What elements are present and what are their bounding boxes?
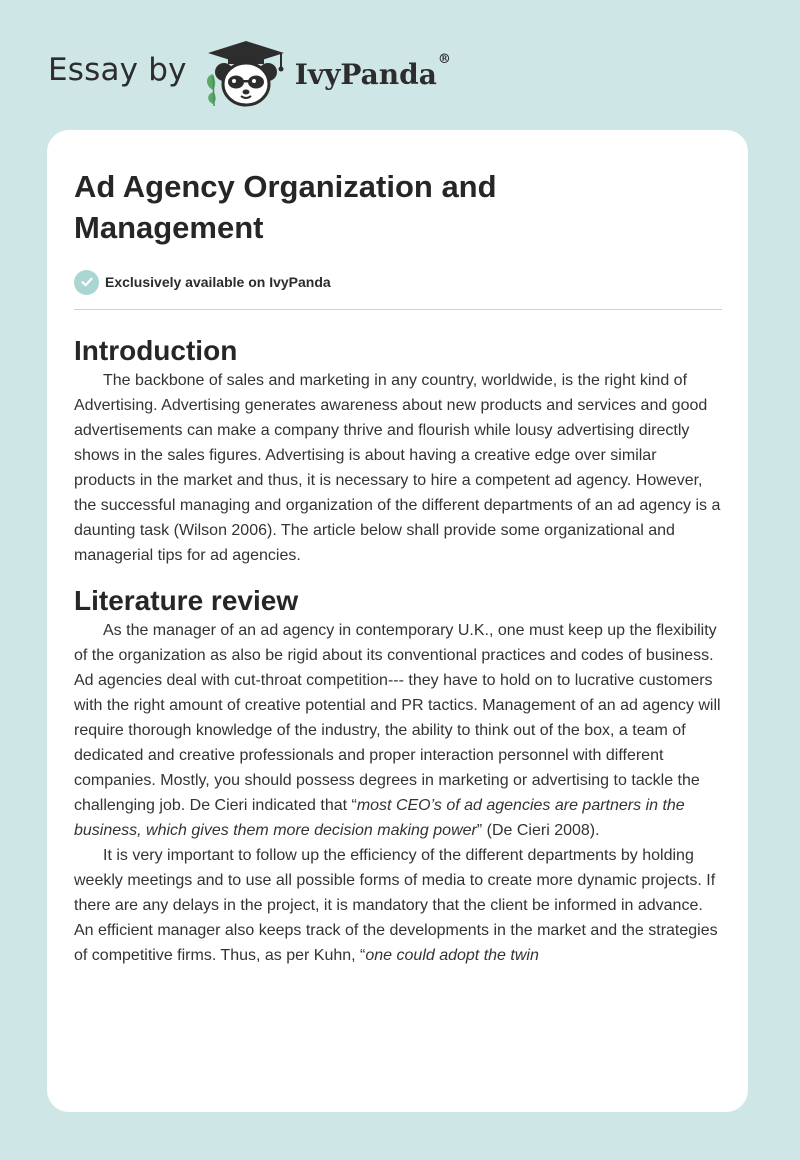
brand-name-text: IvyPanda bbox=[294, 57, 437, 91]
quote-text: one could adopt the twin bbox=[365, 947, 539, 964]
site-header-brand[interactable] bbox=[48, 38, 451, 108]
brand-prefix: Essay by bbox=[48, 52, 187, 88]
check-circle-icon bbox=[74, 270, 99, 295]
paragraph-text: It is very important to follow up the efficiency of the different departments by holding weekly meetings and to use all possible forms of media to create more dynamic projects. If there are any delays in the project, it is mandatory that the client be informed in advance. An efficient manager also keeps track of the developments in the market and the strategies of competitive firms. Thus, as per Kuhn, “ bbox=[74, 847, 718, 964]
section-heading-introduction: Introduction bbox=[74, 335, 238, 366]
quote-text: most CEO’s of ad agencies are partners in the business, which gives them more decision making power bbox=[74, 797, 685, 839]
paragraph-text: ” (De Cieri 2008). bbox=[476, 822, 600, 839]
intro-paragraph: The backbone of sales and marketing in any country, worldwide, is the right kind of Advertising. Advertising generates awareness about new products and services and good advertisements can make a company thrive and flourish while lousy advertising directly shows in the sales figures. Advertising is about having a creative edge over similar products in the market and thus, it is necessary to hire a competent ad agency. However, the successful managing and organization of the different departments of an ad agency is a daunting task (Wilson 2006). The article below shall provide some organizational and managerial tips for ad agencies. bbox=[74, 372, 721, 564]
literature-paragraph-2 bbox=[74, 843, 722, 968]
exclusive-badge bbox=[74, 269, 722, 295]
essay-title: Ad Agency Organization and Management bbox=[74, 169, 497, 245]
title-divider bbox=[74, 309, 722, 310]
brand-name bbox=[294, 51, 451, 91]
panda-logo-icon bbox=[201, 38, 291, 108]
exclusive-label: Exclusively available on IvyPanda bbox=[105, 274, 331, 290]
registered-mark: ® bbox=[437, 51, 451, 67]
literature-paragraph-1 bbox=[74, 618, 722, 843]
section-heading-literature-review: Literature review bbox=[74, 585, 299, 616]
essay-card bbox=[47, 130, 748, 1112]
paragraph-text: As the manager of an ad agency in contemporary U.K., one must keep up the flexibility of the organization as also be rigid about its conventional practices and codes of business. Ad agencies deal with cut-throat competition--- they have to hold on to lucrative customers with the right amount of creative potential and PR tactics. Management of an ad agency will require thorough knowledge of the industry, the ability to think out of the box, a team of dedicated and creative professionals and proper interaction personnel with different companies. Mostly, you should possess degrees in marketing or advertising to tackle the challenging job. De Cieri indicated that “ bbox=[74, 622, 721, 814]
